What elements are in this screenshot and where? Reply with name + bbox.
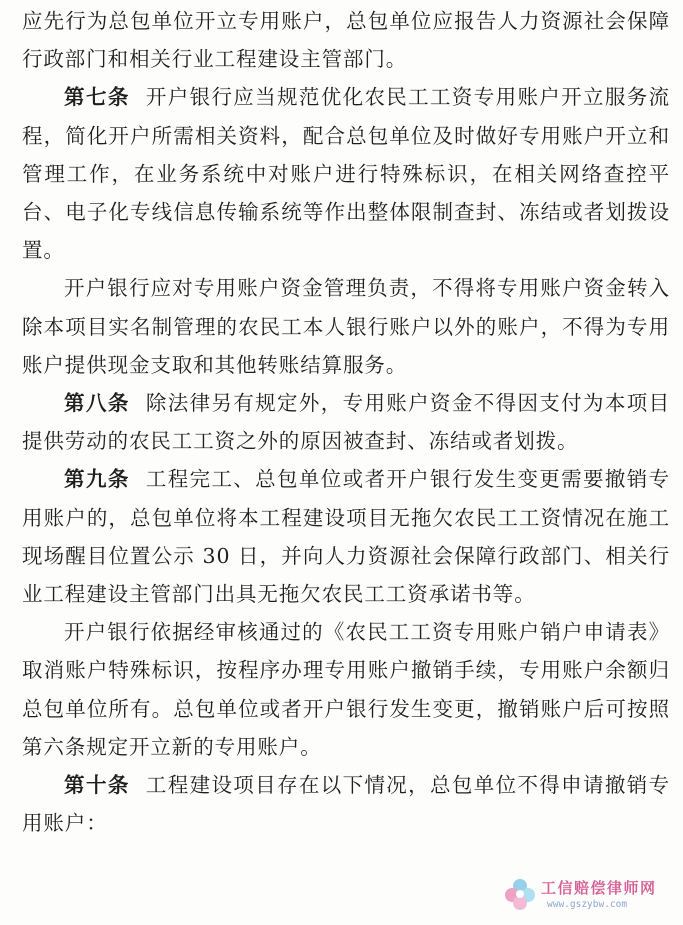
site-watermark [503,875,675,919]
paragraph-article-10 [22,766,670,842]
paragraph-article-9 [22,460,670,613]
article-heading: 第十条 [64,773,130,798]
paragraph-article-8 [22,384,670,460]
article-heading: 第七条 [64,85,130,110]
paragraph-3 [22,269,670,384]
paragraph-6 [22,613,670,766]
paragraph-article-7 [22,78,670,269]
flower-logo-icon [503,877,537,911]
paragraph-text: 应先行为总包单位开立专用账户，总包单位应报告人力资源社会保障行政部门和相关行业工程建设主管部门。 [22,9,670,72]
paragraph-text: 开户银行应对专用账户资金管理负责，不得将专用账户资金转入除本项目实名制管理的农民工本人银行账户以外的账户，不得为专用账户提供现金支取和其他转账结算服务。 [22,276,670,377]
paragraph-text: 工程建设项目存在以下情况，总包单位不得申请撤销专用账户： [22,773,670,836]
article-heading: 第九条 [64,467,130,492]
paragraph-1 [22,2,670,78]
paragraph-text: 开户银行依据经审核通过的《农民工工资专用账户销户申请表》取消账户特殊标识，按程序办理专用账户撤销手续，专用账户余额归总包单位所有。总包单位或者开户银行发生变更，撤销账户后可按照第六条规定开立新的专用账户。 [22,620,670,759]
watermark-url: www.gszybw.com [547,899,628,910]
paragraph-text: 除法律另有规定外，专用账户资金不得因支付为本项目提供劳动的农民工工资之外的原因被查封、冻结或者划拨。 [22,391,670,454]
article-heading: 第八条 [64,391,130,416]
paragraph-text: 工程完工、总包单位或者开户银行发生变更需要撤销专用账户的，总包单位将本工程建设项目无拖欠农民工工资情况在施工现场醒目位置公示 30 日，并向人力资源社会保障行政部门、相关行业工程建设主管部门出具无拖欠农民工工资承诺书等。 [22,467,670,607]
document-body [22,2,670,842]
watermark-title: 工信赔偿律师网 [541,879,657,897]
paragraph-text: 开户银行应当规范优化农民工工资专用账户开立服务流程，简化开户所需相关资料，配合总包单位及时做好专用账户开立和管理工作，在业务系统中对账户进行特殊标识，在相关网络查控平台、电子化专线信息传输系统等作出整体限制查封、冻结或者划拨设置。 [22,85,670,263]
